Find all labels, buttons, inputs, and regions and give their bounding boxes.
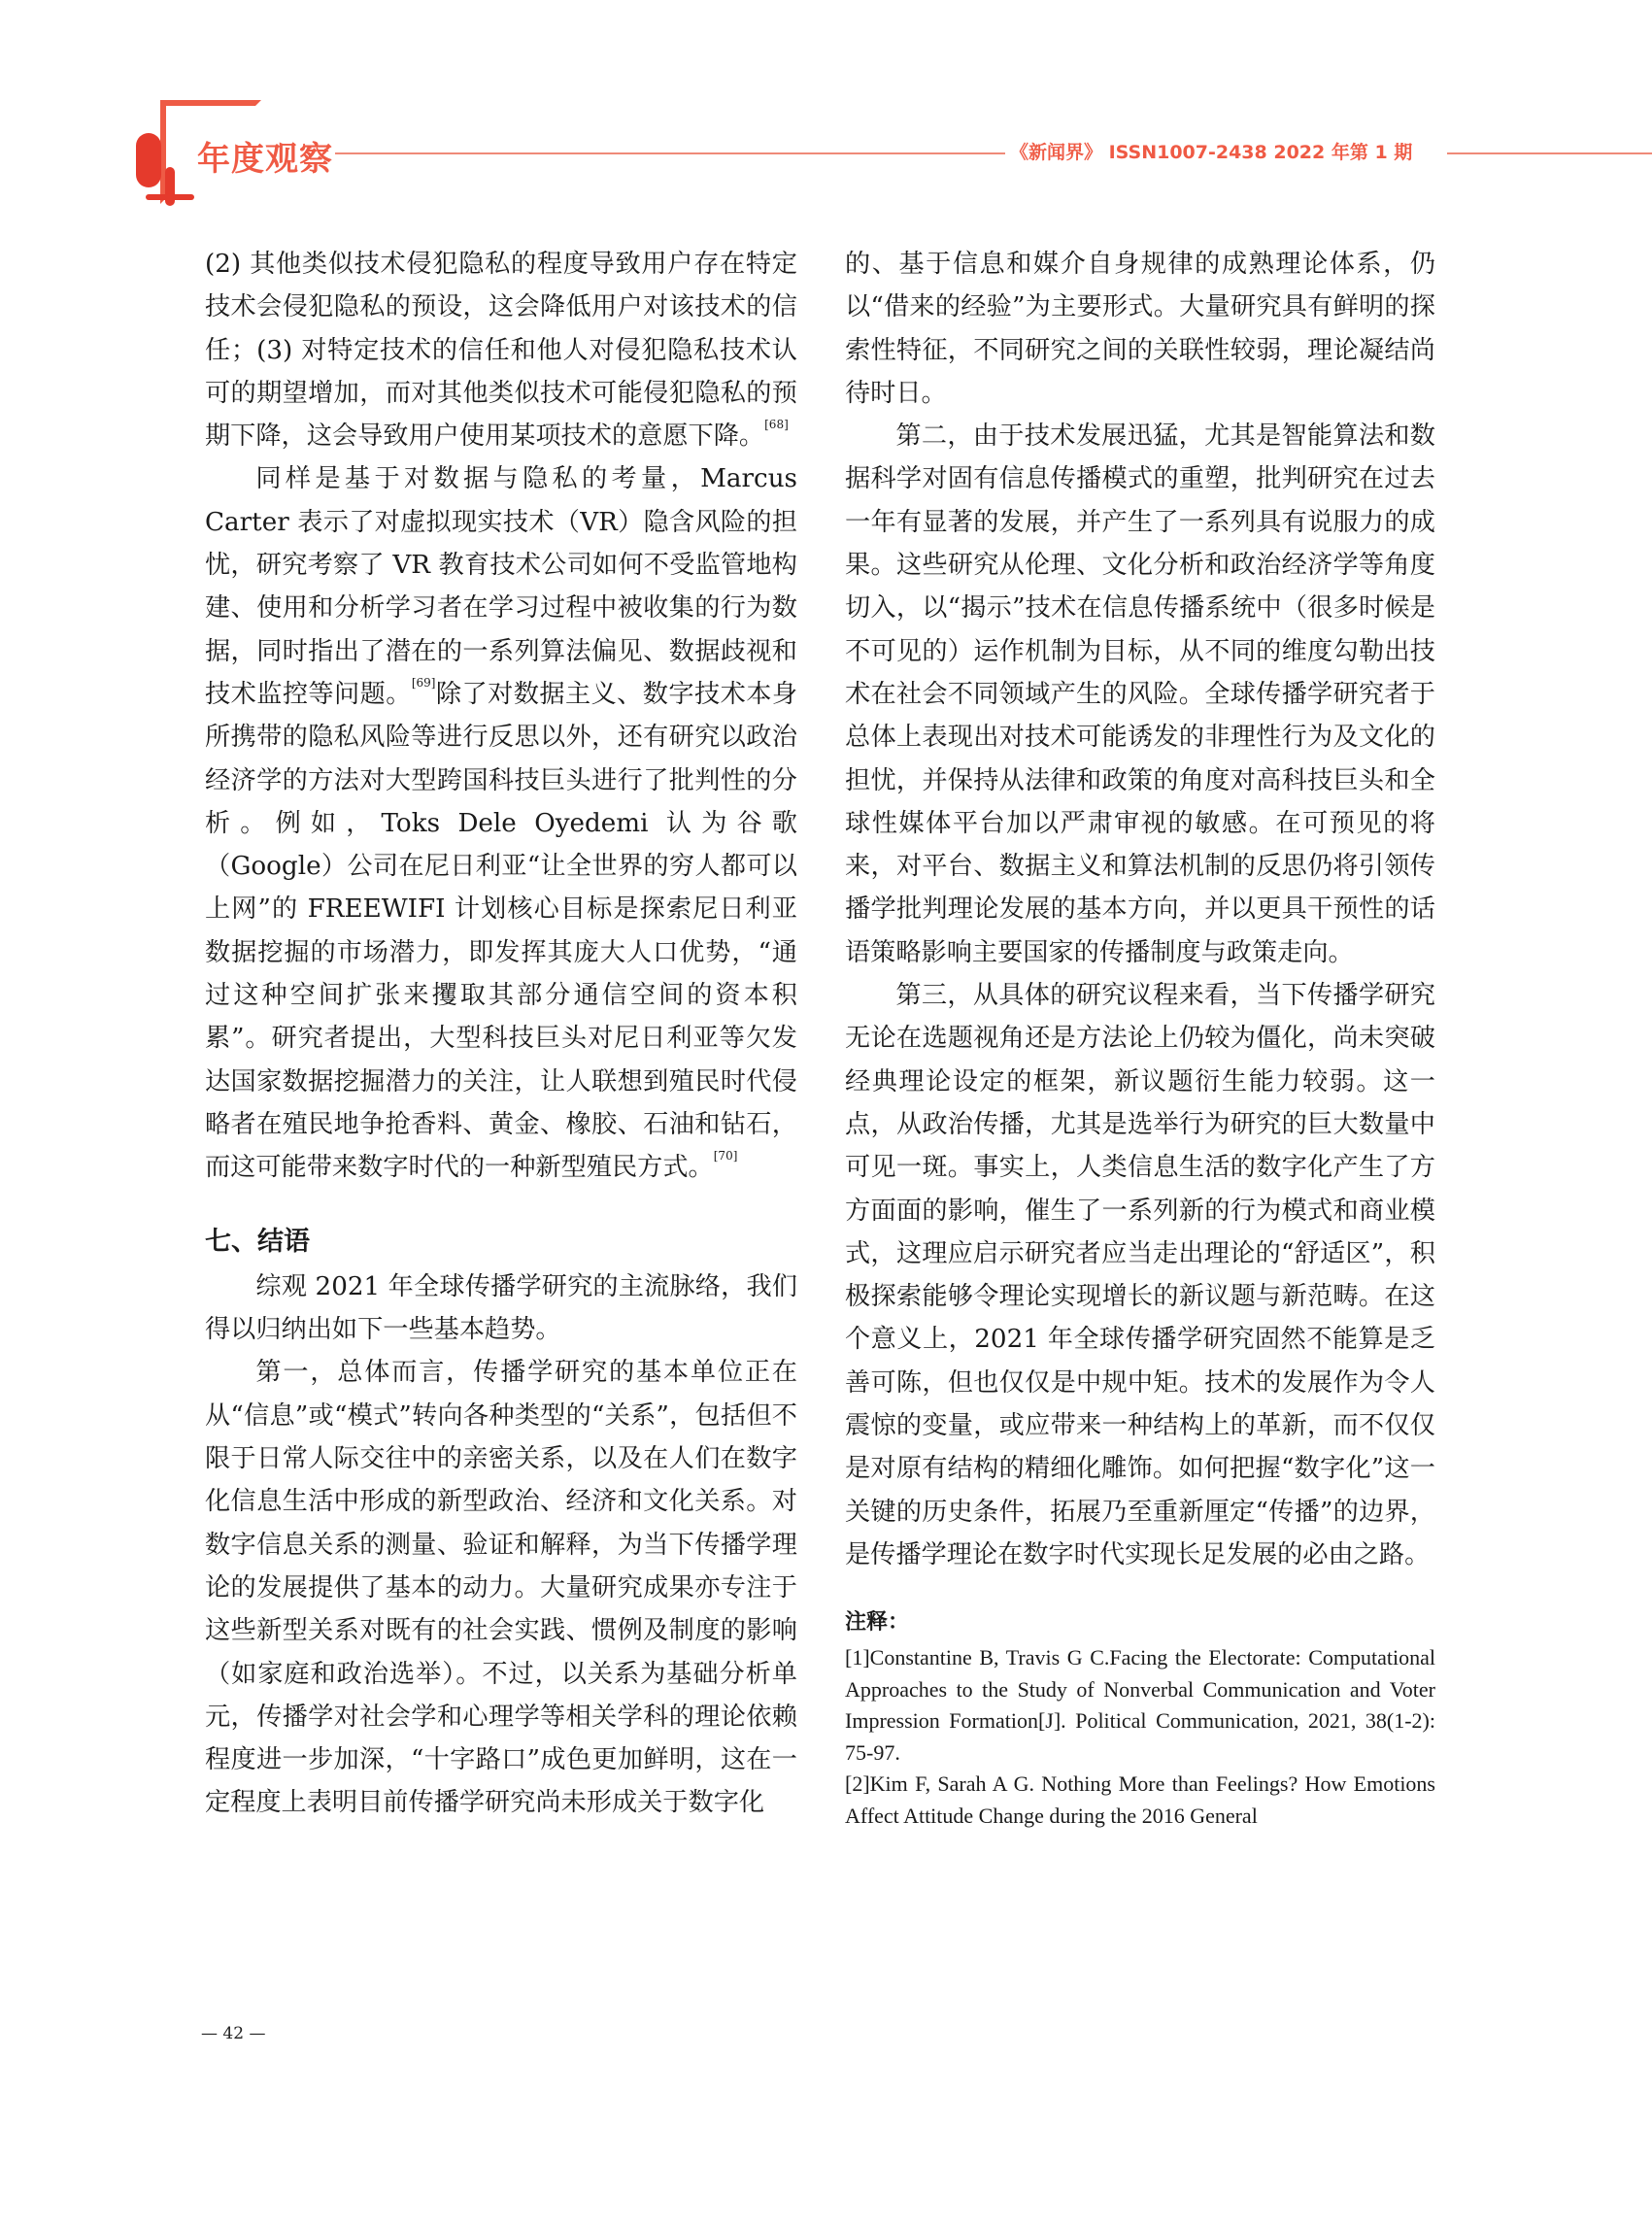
- header-rule-left: [335, 152, 1005, 154]
- paragraph: 的、基于信息和媒介自身规律的成熟理论体系，仍以“借来的经验”为主要形式。大量研究具有鲜明的探索性特征，不同研究之间的关联性较弱，理论凝结尚待时日。: [845, 250, 1435, 408]
- paragraph-text: 同样是基于对数据与隐私的考量，Marcus Carter 表示了对虚拟现实技术（VR）隐含风险的担忧，研究考察了 VR 教育技术公司如何不受监管地构建、使用和分析学习者在学习过程中被收集的行为数据，同时指出了潜在的一系列算法偏见、数据歧视和技术监控等问题。: [205, 464, 797, 709]
- journal-info: 《新闻界》 ISSN1007-2438 2022 年第 1 期: [1010, 142, 1413, 163]
- page-number: — 42 —: [201, 2024, 266, 2043]
- citation-mark: [68]: [764, 418, 789, 432]
- microphone-stand-icon: [165, 167, 175, 206]
- paragraph: 第一，总体而言，传播学研究的基本单位正在从“信息”或“模式”转向各种类型的“关系”，包括但不限于日常人际交往中的亲密关系，以及在人们在数字化信息生活中形成的新型政治、经济和文化关系。对数字信息关系的测量、验证和解释，为当下传播学理论的发展提供了基本的动力。大量研究成果亦专注于这些新型关系对既有的社会实践、惯例及制度的影响（如家庭和政治选举）。不过，以关系为基础分析单元，传播学对社会学和心理学等相关学科的理论依赖程度进一步加深，“十字路口”成色更加鲜明，这在一定程度上表明目前传播学研究尚未形成关于数字化: [205, 1358, 797, 1818]
- reference-item: [1]Constantine B, Travis G C.Facing the Electorate: Computational Approaches to the Study of Nonverbal Communication and Voter Impression Formation[J]. Political Communication, 2021, 38(1-2): 75-97.: [845, 1645, 1435, 1765]
- paragraph: 第三，从具体的研究议程来看，当下传播学研究无论在选题视角还是方法论上仍较为僵化，尚未突破经典理论设定的框架，新议题衍生能力较弱。这一点，从政治传播，尤其是选举行为研究的巨大数量中可见一斑。事实上，人类信息生活的数字化产生了方方面面的影响，催生了一系列新的行为模式和商业模式，这理应启示研究者应当走出理论的“舒适区”，积极探索能够令理论实现增长的新议题与新范畴。在这个意义上，2021 年全球传播学研究固然不能算是乏善可陈，但也仅仅是中规中矩。技术的发展作为令人震惊的变量，或应带来一种结构上的革新，而不仅仅是对原有结构的精细化雕饰。如何把握“数字化”这一关键的历史条件，拓展乃至重新厘定“传播”的边界，是传播学理论在数字时代实现长足发展的必由之路。: [845, 981, 1435, 1569]
- microphone-base-icon: [146, 194, 194, 200]
- paragraph: [205, 457, 797, 1189]
- page-header: [0, 0, 1652, 223]
- right-column: [845, 243, 1435, 1832]
- microphone-icon: [136, 133, 161, 187]
- paragraph-text: (2) 其他类似技术侵犯隐私的程度导致用户存在特定技术会侵犯隐私的预设，这会降低用户对该技术的信任；(3) 对特定技术的信任和他人对侵犯隐私技术认可的期望增加，而对其他类似技术可能侵犯隐私的预期下降，这会导致用户使用某项技术的意愿下降。: [205, 250, 797, 452]
- section-title: 年度观察: [197, 140, 333, 179]
- reference-item: [2]Kim F, Sarah A G. Nothing More than Feelings? How Emotions Affect Attitude Change during the 2016 General: [845, 1771, 1435, 1828]
- citation-mark: [69]: [411, 675, 436, 690]
- left-column: [205, 243, 797, 1825]
- paragraph: 第二，由于技术发展迅猛，尤其是智能算法和数据科学对固有信息传播模式的重塑，批判研究在过去一年有显著的发展，并产生了一系列具有说服力的成果。这些研究从伦理、文化分析和政治经济学等角度切入，以“揭示”技术在信息传播系统中（很多时候是不可见的）运作机制为目标，从不同的维度勾勒出技术在社会不同领域产生的风险。全球传播学研究者于总体上表现出对技术可能诱发的非理性行为及文化的担忧，并保持从法律和政策的角度对高科技巨头和全球性媒体平台加以严肃审视的敏感。在可预见的将来，对平台、数据主义和算法机制的反思仍将引领传播学批判理论发展的基本方向，并以更具干预性的话语策略影响主要国家的传播制度与政策走向。: [845, 422, 1435, 967]
- paragraph-text: 除了对数据主义、数字技术本身所携带的隐私风险等进行反思以外，还有研究以政治经济学的方法对大型跨国科技巨头进行了批判性的分析。例如，Toks Dele Oyedemi 认为谷歌（Google）公司在尼日利亚“让全世界的穷人都可以上网”的 FREEWIFI 计划核心目标是探索尼日利亚数据挖掘的市场潜力，即发挥其庞大人口优势，“通过这种空间扩张来攫取其部分通信空间的资本积累”。研究者提出，大型科技巨头对尼日利亚等欠发达国家数据挖掘潜力的关注，让人联想到殖民时代侵略者在殖民地争抢香料、黄金、橡胶、石油和钻石，而这可能带来数字时代的一种新型殖民方式。: [205, 679, 798, 1183]
- header-rule-right: [1447, 152, 1652, 154]
- section-heading: 七、结语: [205, 1226, 310, 1257]
- notes-heading: 注释：: [845, 1610, 910, 1636]
- paragraph: [205, 243, 797, 457]
- citation-mark: [70]: [713, 1149, 738, 1164]
- paragraph: 综观 2021 年全球传播学研究的主流脉络，我们得以归纳出如下一些基本趋势。: [205, 1271, 797, 1345]
